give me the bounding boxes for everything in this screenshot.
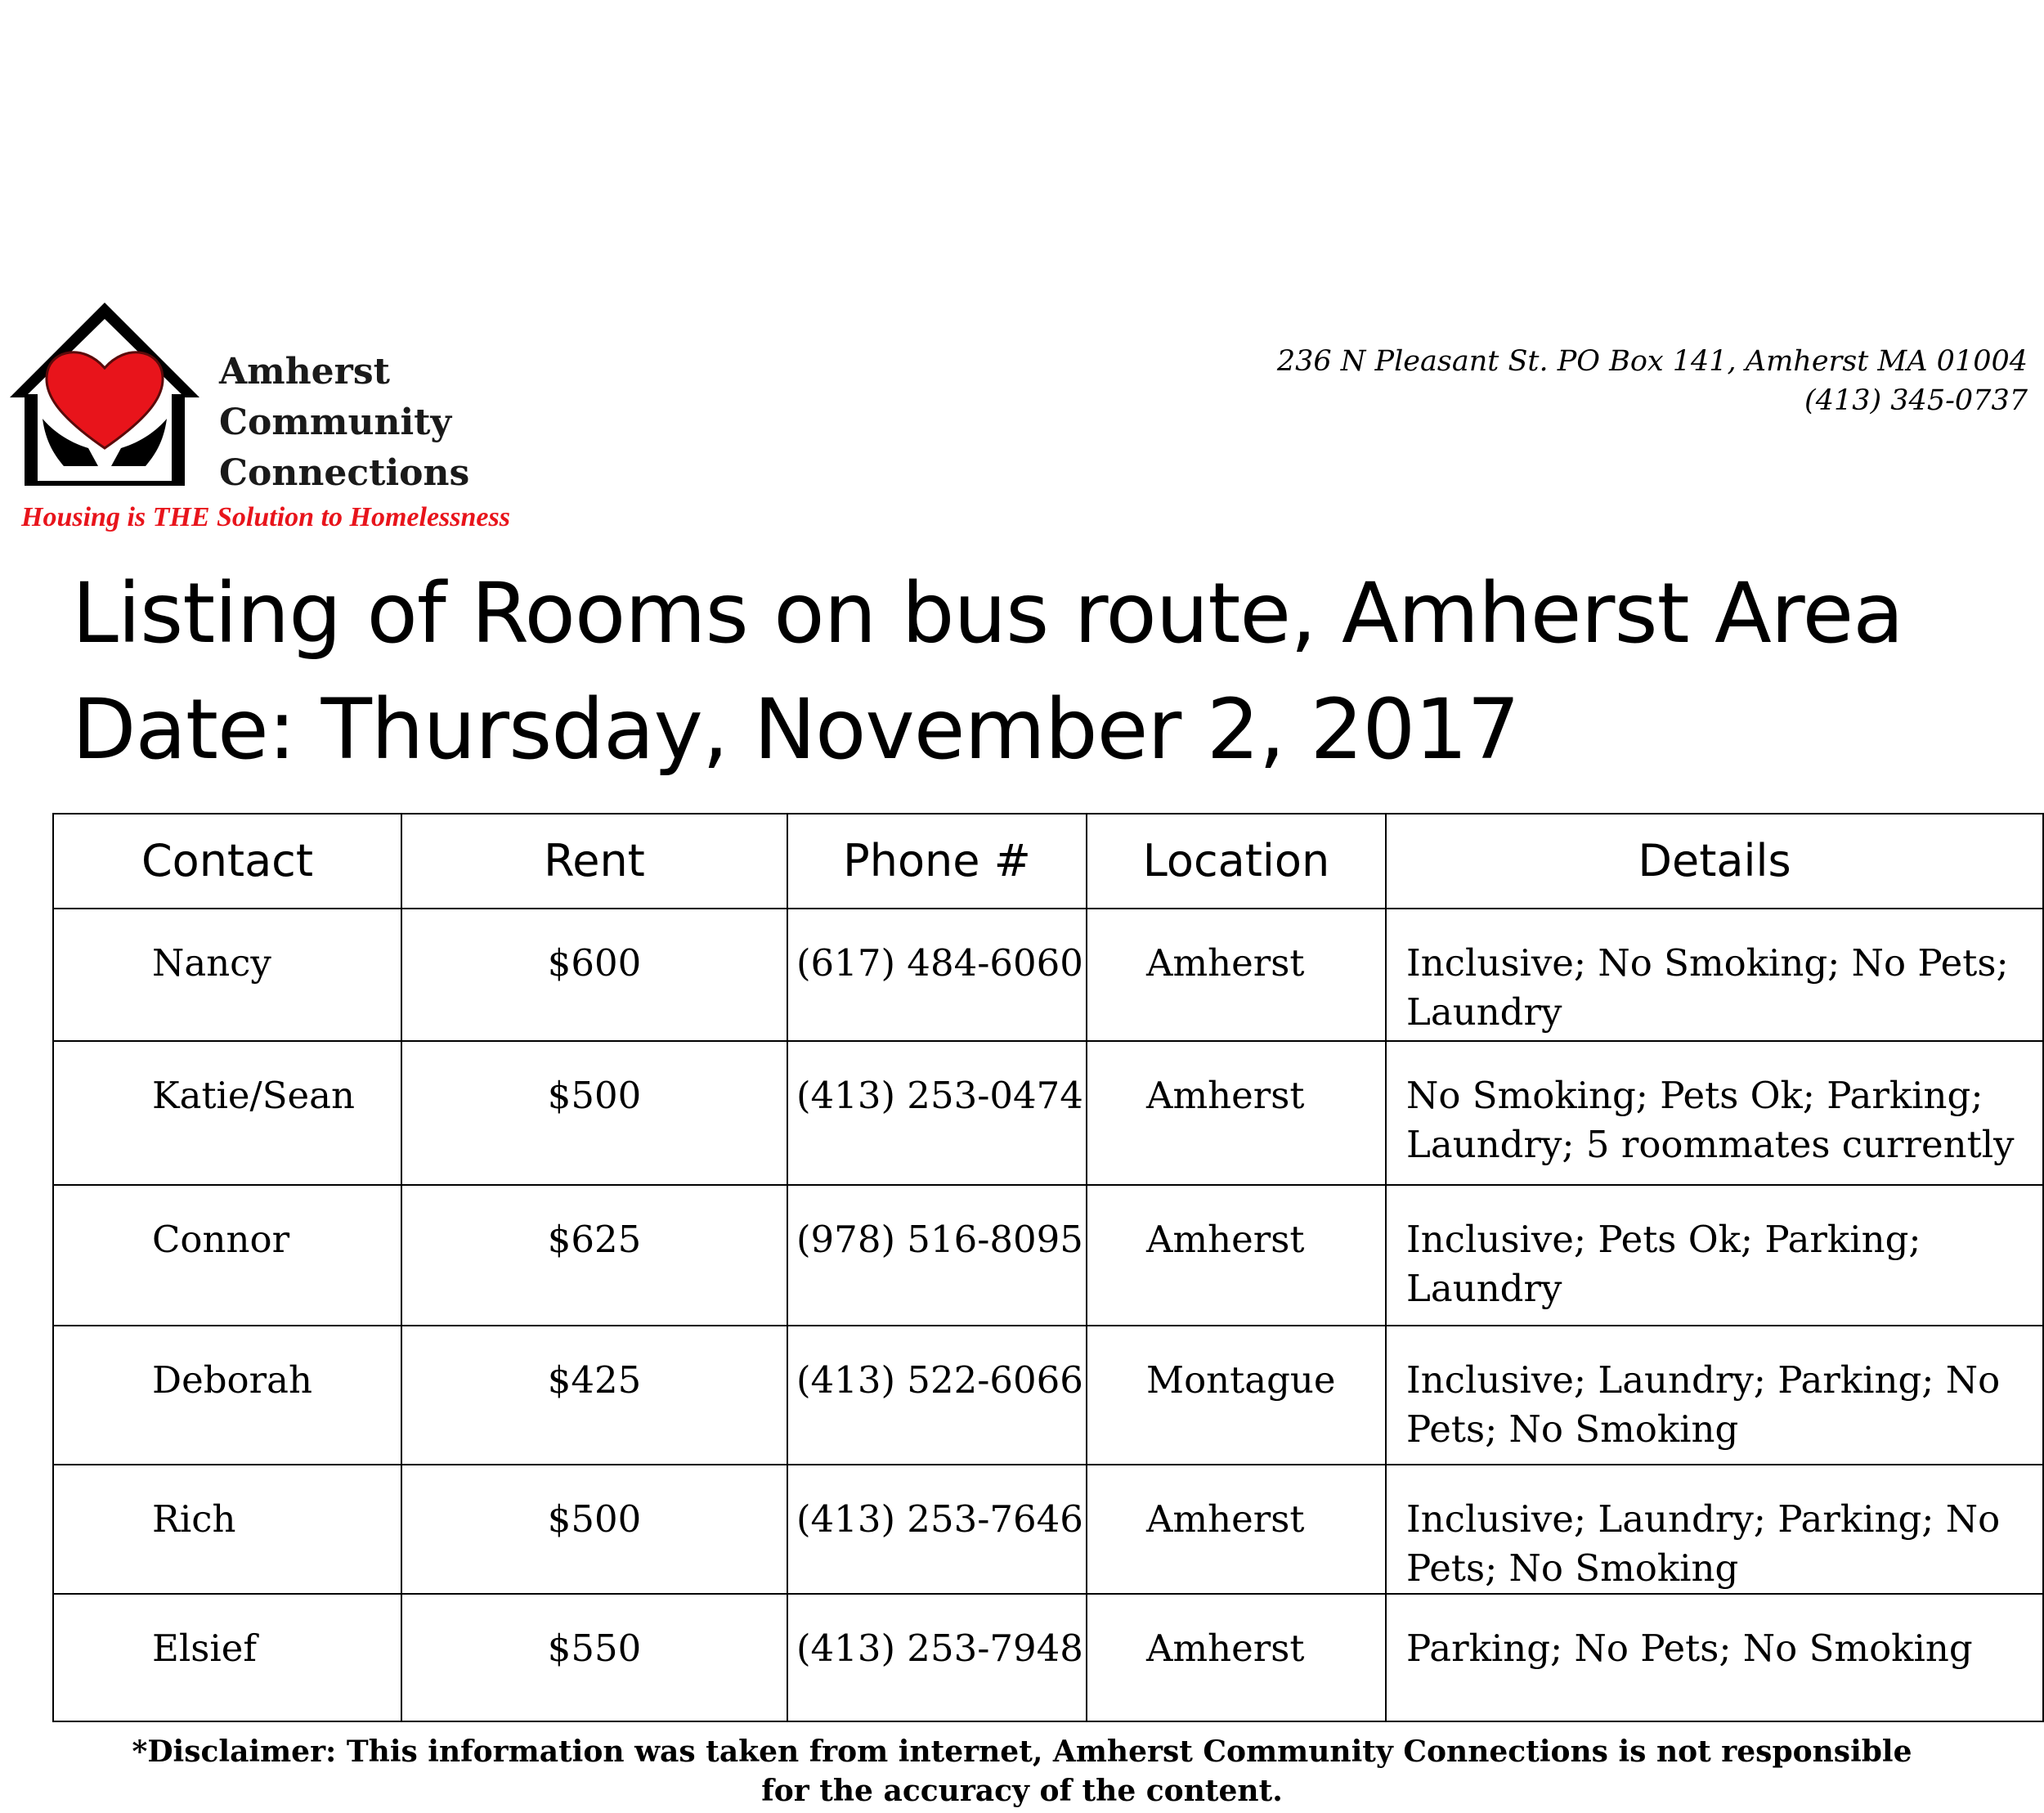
details-cell: Inclusive; Pets Ok; Parking; Laundry: [1386, 1185, 2043, 1326]
address-line: 236 N Pleasant St. PO Box 141, Amherst MA 01004: [1276, 345, 2028, 378]
rent-cell: $550: [401, 1594, 787, 1721]
details-cell: Parking; No Pets; No Smoking: [1386, 1594, 2043, 1721]
contact-cell: Elsief: [53, 1594, 401, 1721]
organization-logo: [0, 296, 572, 541]
page-title: [72, 556, 1903, 788]
contact-cell: Nancy: [53, 909, 401, 1041]
disclaimer-line: *Disclaimer: This information was taken from internet, Amherst Community Connections is not responsible: [132, 1734, 1912, 1769]
phone-cell: (413) 253-7948: [787, 1594, 1087, 1721]
logo-tagline: Housing is THE Solution to Homelessness: [21, 502, 510, 532]
location-cell: Amherst: [1087, 1185, 1386, 1326]
table-header-row: [53, 814, 2043, 909]
logo-name-line: Connections: [219, 452, 470, 494]
phone-cell: (978) 516-8095: [787, 1185, 1087, 1326]
rent-cell: $500: [401, 1041, 787, 1185]
location-cell: Amherst: [1087, 1465, 1386, 1594]
logo-name-line: Amherst: [219, 351, 390, 393]
title-line: Listing of Rooms on bus route, Amherst Area: [72, 565, 1903, 662]
header-location: Location: [1087, 814, 1386, 909]
contact-cell: Katie/Sean: [53, 1041, 401, 1185]
disclaimer-line: for the accuracy of the content.: [761, 1774, 1283, 1808]
rent-cell: $500: [401, 1465, 787, 1594]
table-row: [53, 1041, 2043, 1185]
table-row: [53, 1185, 2043, 1326]
rooms-table: [52, 813, 2044, 1722]
details-cell: Inclusive; No Smoking; No Pets; Laundry: [1386, 909, 2043, 1041]
phone-cell: (413) 522-6066: [787, 1326, 1087, 1465]
location-cell: Amherst: [1087, 909, 1386, 1041]
logo-organization-name: [219, 347, 469, 499]
header-phone: Phone #: [787, 814, 1087, 909]
header-rent: Rent: [401, 814, 787, 909]
logo-name-line: Community: [219, 402, 452, 443]
details-cell: Inclusive; Laundry; Parking; No Pets; No Smoking: [1386, 1326, 2043, 1465]
details-cell: Inclusive; Laundry; Parking; No Pets; No Smoking: [1386, 1465, 2043, 1594]
phone-cell: (413) 253-0474: [787, 1041, 1087, 1185]
header-details: Details: [1386, 814, 2043, 909]
location-cell: Amherst: [1087, 1041, 1386, 1185]
date-line: Date: Thursday, November 2, 2017: [72, 681, 1520, 779]
disclaimer: [0, 1732, 2044, 1811]
table-row: [53, 1594, 2043, 1721]
contact-cell: Connor: [53, 1185, 401, 1326]
rent-cell: $625: [401, 1185, 787, 1326]
house-heart-hands-icon: [7, 296, 203, 492]
contact-cell: Deborah: [53, 1326, 401, 1465]
contact-cell: Rich: [53, 1465, 401, 1594]
header-contact: Contact: [53, 814, 401, 909]
table-row: [53, 909, 2043, 1041]
location-cell: Montague: [1087, 1326, 1386, 1465]
location-cell: Amherst: [1087, 1594, 1386, 1721]
table-row: [53, 1465, 2043, 1594]
details-cell: No Smoking; Pets Ok; Parking; Laundry; 5 roommates currently: [1386, 1041, 2043, 1185]
organization-address: [1277, 342, 2028, 420]
phone-cell: (617) 484-6060: [787, 909, 1087, 1041]
rent-cell: $600: [401, 909, 787, 1041]
phone-line: (413) 345-0737: [1804, 384, 2028, 417]
table-row: [53, 1326, 2043, 1465]
phone-cell: (413) 253-7646: [787, 1465, 1087, 1594]
rent-cell: $425: [401, 1326, 787, 1465]
